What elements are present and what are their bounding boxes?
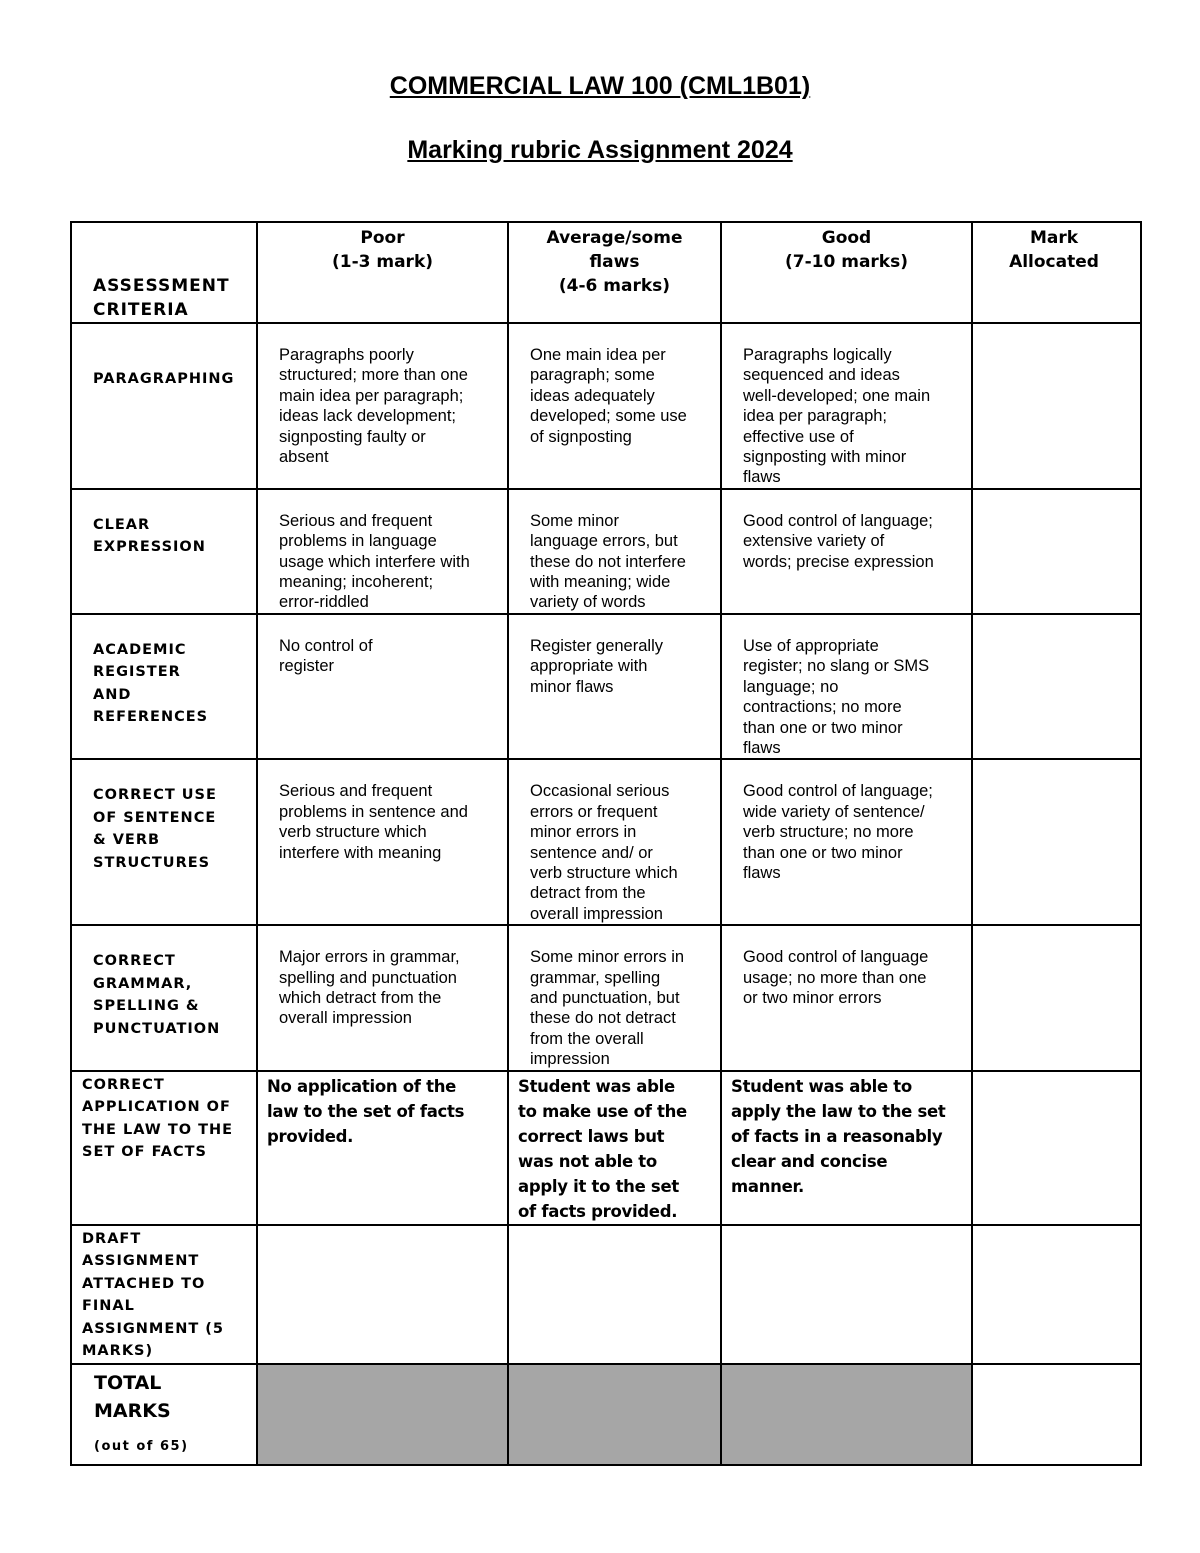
header-poor: Poor (1-3 mark) [257,222,508,323]
average-cell: Some minor errors in grammar, spelling and punctuation, but these do not detract from the overall impression [508,925,721,1070]
poor-cell: No control of register [257,614,508,759]
poor-cell: Serious and frequent problems in sentence and verb structure which interfere with meaning [257,759,508,925]
good-cell: Use of appropriate register; no slang or SMS language; no contractions; no more than one or two minor flaws [721,614,972,759]
criteria-cell: DRAFT ASSIGNMENT ATTACHED TO FINAL ASSIGNMENT (5 MARKS) [71,1225,257,1364]
table-row [71,614,1141,759]
mark-cell[interactable] [972,1071,1141,1225]
mark-cell[interactable] [972,759,1141,925]
document-subtitle: Marking rubric Assignment 2024 [407,136,793,164]
total-out-of-label: (out of 65) [94,1438,189,1454]
average-cell: Some minor language errors, but these do not interfere with meaning; wide variety of words [508,489,721,614]
mark-cell[interactable] [972,1225,1141,1364]
total-row [71,1364,1141,1465]
poor-cell: Serious and frequent problems in language usage which interfere with meaning; incoherent; error-riddled [257,489,508,614]
good-cell: Student was able to apply the law to the set of facts in a reasonably clear and concise manner. [721,1071,972,1225]
good-cell: Good control of language usage; no more than one or two minor errors [721,925,972,1070]
table-row [71,1225,1141,1364]
table-row [71,925,1141,1070]
criteria-cell: CORRECT GRAMMAR, SPELLING & PUNCTUATION [71,925,257,1070]
mark-cell[interactable] [972,925,1141,1070]
total-shaded-cell-average [508,1364,721,1465]
table-row [71,323,1141,489]
poor-cell: Major errors in grammar, spelling and punctuation which detract from the overall impression [257,925,508,1070]
good-cell: Good control of language; wide variety of sentence/ verb structure; no more than one or two minor flaws [721,759,972,925]
rubric-table [70,221,1142,1466]
table-row [71,759,1141,925]
mark-cell[interactable] [972,489,1141,614]
criteria-cell: CORRECT USE OF SENTENCE & VERB STRUCTURES [71,759,257,925]
table-row [71,489,1141,614]
good-cell: Paragraphs logically sequenced and ideas well-developed; one main idea per paragraph; effective use of signposting with minor flaws [721,323,972,489]
good-cell [721,1225,972,1364]
average-cell: One main idea per paragraph; some ideas adequately developed; some use of signposting [508,323,721,489]
header-row [71,222,1141,323]
table-row [71,1071,1141,1225]
criteria-cell: ACADEMIC REGISTER AND REFERENCES [71,614,257,759]
header-average: Average/some flaws (4-6 marks) [508,222,721,323]
criteria-cell: CORRECT APPLICATION OF THE LAW TO THE SET OF FACTS [71,1071,257,1225]
poor-cell [257,1225,508,1364]
criteria-cell: PARAGRAPHING [71,323,257,489]
poor-cell: No application of the law to the set of facts provided. [257,1071,508,1225]
mark-cell[interactable] [972,323,1141,489]
average-cell: Register generally appropriate with minor flaws [508,614,721,759]
total-label-cell [71,1364,257,1465]
total-shaded-cell-poor [257,1364,508,1465]
mark-cell[interactable] [972,614,1141,759]
total-mark-cell[interactable] [972,1364,1141,1465]
poor-cell: Paragraphs poorly structured; more than one main idea per paragraph; ideas lack development; signposting faulty or absent [257,323,508,489]
average-cell [508,1225,721,1364]
criteria-cell: CLEAR EXPRESSION [71,489,257,614]
total-marks-label: TOTAL MARKS [94,1371,171,1422]
header-mark-allocated: Mark Allocated [972,222,1141,323]
document-title: COMMERCIAL LAW 100 (CML1B01) [389,72,811,100]
header-good: Good (7-10 marks) [721,222,972,323]
average-cell: Occasional serious errors or frequent minor errors in sentence and/ or verb structure which detract from the overall impression [508,759,721,925]
good-cell: Good control of language; extensive variety of words; precise expression [721,489,972,614]
average-cell: Student was able to make use of the correct laws but was not able to apply it to the set of facts provided. [508,1071,721,1225]
header-criteria: ASSESSMENT CRITERIA [71,222,257,323]
total-shaded-cell-good [721,1364,972,1465]
